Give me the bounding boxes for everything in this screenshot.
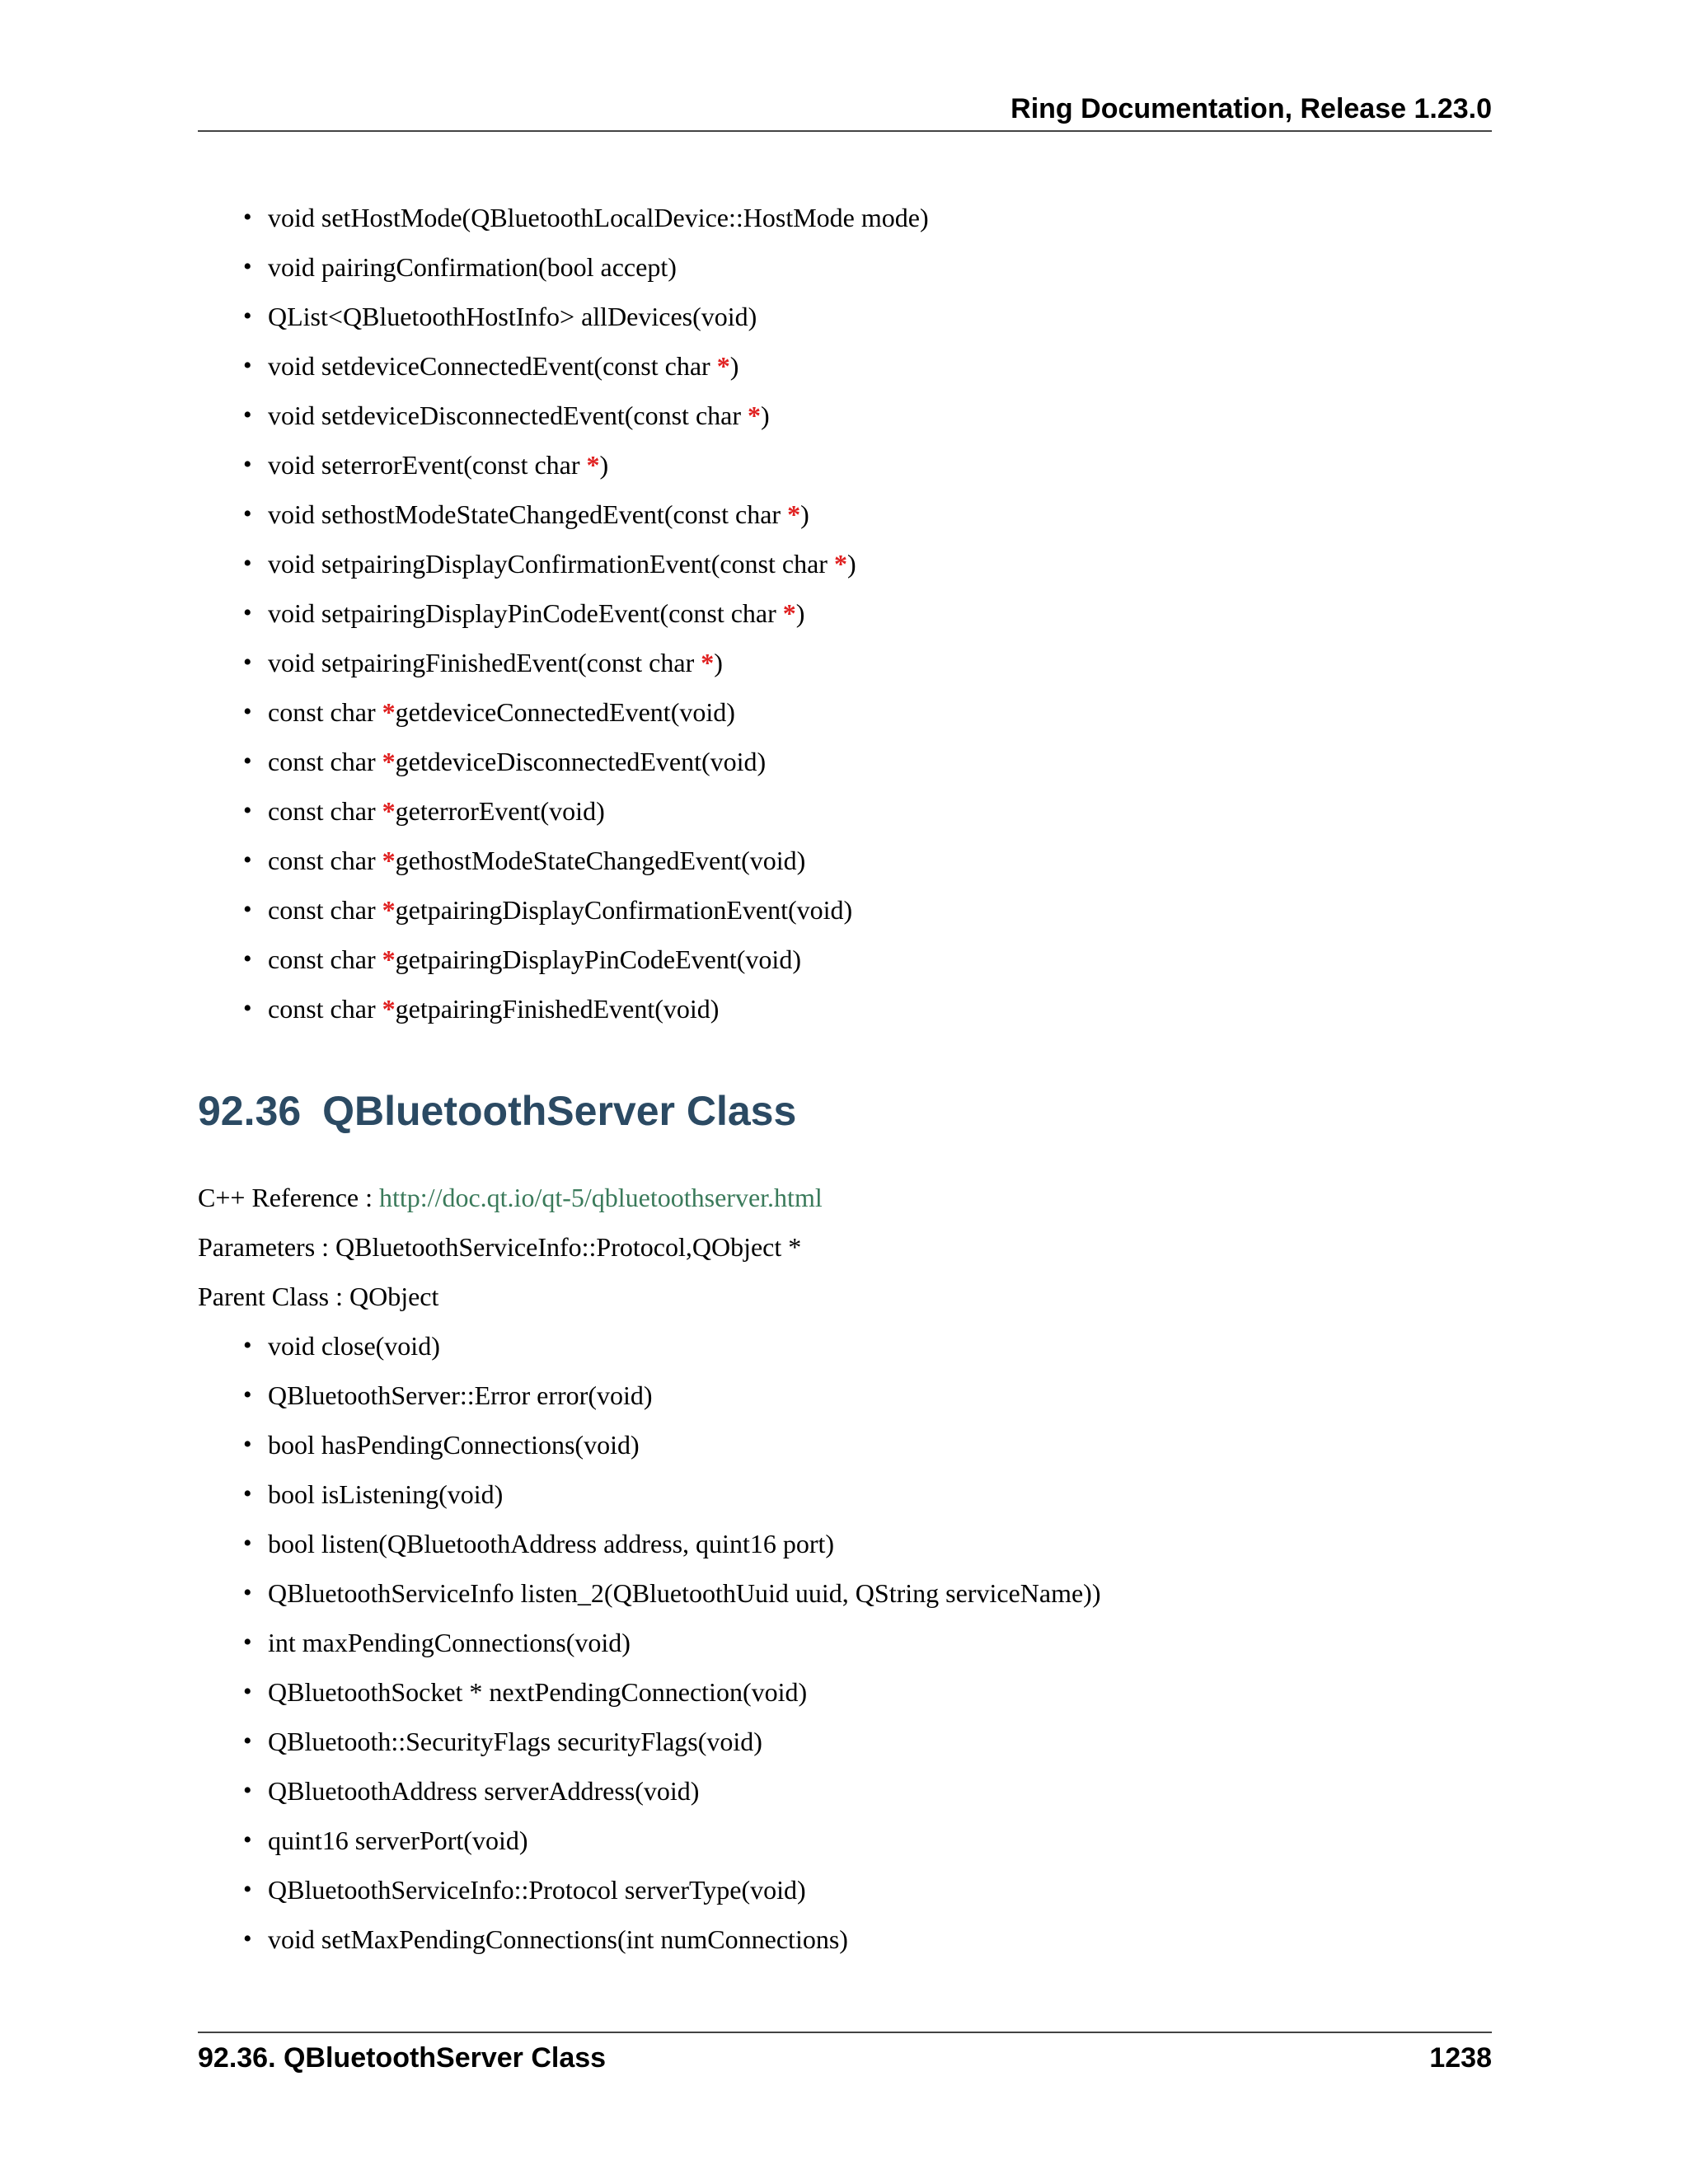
pointer-asterisk: * [701, 648, 715, 677]
list-item [243, 1725, 1100, 1774]
method-signature: int maxPendingConnections(void) [268, 1628, 631, 1657]
method-signature: QBluetoothSocket * nextPendingConnection(void) [268, 1677, 808, 1707]
bullet-icon: • [243, 1727, 252, 1755]
method-signature-start: void setpairingFinishedEvent(const char [268, 648, 701, 677]
pointer-asterisk: * [787, 499, 801, 529]
page-footer [198, 2032, 1492, 2083]
method-signature: QBluetoothServiceInfo::Protocol serverType(void) [268, 1875, 806, 1905]
list-item [243, 1428, 1100, 1478]
bullet-icon: • [243, 1826, 252, 1854]
pointer-asterisk: * [748, 401, 761, 430]
bullet-icon: • [243, 1777, 252, 1804]
list-item [243, 1626, 1100, 1675]
cpp-reference-line [198, 1181, 823, 1214]
list-item [243, 1774, 1100, 1824]
list-item [243, 1478, 1100, 1527]
list-item [243, 1873, 1100, 1923]
pointer-asterisk: * [382, 895, 396, 925]
bullet-icon: • [243, 253, 252, 280]
pointer-asterisk: * [382, 697, 396, 727]
bullet-icon: • [243, 401, 252, 429]
section-title: QBluetoothServer Class [322, 1088, 797, 1134]
method-signature-end: ) [795, 598, 805, 628]
bullet-icon: • [243, 896, 252, 923]
method-signature-start: void seterrorEvent(const char [268, 450, 587, 480]
pointer-asterisk: * [782, 598, 796, 628]
method-signature: QBluetoothAddress serverAddress(void) [268, 1776, 700, 1806]
cpp-reference-label: C++ Reference : [198, 1183, 379, 1212]
list-item [243, 498, 929, 547]
method-signature: QBluetooth::SecurityFlags securityFlags(void) [268, 1727, 762, 1756]
bullet-icon: • [243, 1629, 252, 1656]
method-signature-end: ) [729, 351, 739, 381]
page-number: 1238 [1429, 2042, 1492, 2074]
method-signature-end: ) [714, 648, 723, 677]
method-signature-end: ) [761, 401, 770, 430]
bullet-icon: • [243, 599, 252, 626]
method-signature: void setMaxPendingConnections(int numConnections) [268, 1924, 848, 1954]
pointer-asterisk: * [382, 944, 396, 974]
method-signature-start: const char [268, 895, 382, 925]
list-item [243, 399, 929, 448]
bullet-icon: • [243, 995, 252, 1022]
list-item [243, 251, 929, 300]
pointer-asterisk: * [382, 846, 396, 875]
method-signature-start: const char [268, 944, 382, 974]
cpp-reference-link[interactable]: http://doc.qt.io/qt-5/qbluetoothserver.html [379, 1183, 823, 1212]
method-signature-start: void setHostMode(QBluetoothLocalDevice::HostMode mode) [268, 203, 929, 232]
pointer-asterisk: * [586, 450, 600, 480]
method-signature-start: const char [268, 697, 382, 727]
bullet-icon: • [243, 550, 252, 577]
method-signature-end: ) [800, 499, 809, 529]
list-item [243, 201, 929, 251]
method-signature: bool hasPendingConnections(void) [268, 1430, 640, 1460]
bullet-icon: • [243, 1876, 252, 1903]
parameters-line: Parameters : QBluetoothServiceInfo::Protocol,QObject * [198, 1232, 802, 1262]
method-signature-end: getpairingDisplayConfirmationEvent(void) [395, 895, 853, 925]
bullet-icon: • [243, 797, 252, 824]
method-signature: QBluetoothServer::Error error(void) [268, 1380, 653, 1410]
method-signature-end: ) [599, 450, 609, 480]
method-signature: void close(void) [268, 1331, 440, 1361]
bullet-icon: • [243, 698, 252, 725]
bullet-icon: • [243, 1480, 252, 1507]
bullet-icon: • [243, 846, 252, 874]
bullet-icon: • [243, 1530, 252, 1557]
list-item [243, 1923, 1100, 1972]
footer-section-label: 92.36. QBluetoothServer Class [198, 2042, 607, 2074]
method-list-top [243, 201, 929, 1042]
method-list-server [243, 1329, 1100, 1972]
list-item [243, 300, 929, 349]
bullet-icon: • [243, 1332, 252, 1359]
method-signature-start: void setdeviceDisconnectedEvent(const char [268, 401, 748, 430]
bullet-icon: • [243, 1579, 252, 1606]
document-title: Ring Documentation, Release 1.23.0 [1010, 93, 1492, 124]
list-item [243, 794, 929, 844]
method-signature: QBluetoothServiceInfo listen_2(QBluetoothUuid uuid, QString serviceName)) [268, 1578, 1101, 1608]
list-item [243, 1527, 1100, 1577]
list-item [243, 696, 929, 745]
list-item [243, 893, 929, 943]
method-signature-start: const char [268, 796, 382, 826]
method-signature-end: gethostModeStateChangedEvent(void) [395, 846, 806, 875]
list-item [243, 1329, 1100, 1379]
list-item [243, 844, 929, 893]
bullet-icon: • [243, 945, 252, 972]
list-item [243, 597, 929, 646]
method-signature-end: getpairingFinishedEvent(void) [395, 994, 720, 1024]
pointer-asterisk: * [382, 796, 396, 826]
method-signature-end: getdeviceConnectedEvent(void) [395, 697, 735, 727]
section-number: 92.36 [198, 1088, 302, 1134]
method-signature-start: const char [268, 994, 382, 1024]
pointer-asterisk: * [382, 994, 396, 1024]
section-heading [198, 1086, 796, 1136]
method-signature-end: geterrorEvent(void) [395, 796, 605, 826]
page-header [198, 92, 1492, 132]
bullet-icon: • [243, 1925, 252, 1952]
bullet-icon: • [243, 748, 252, 775]
method-signature-start: void pairingConfirmation(bool accept) [268, 252, 677, 282]
method-signature: bool isListening(void) [268, 1479, 504, 1509]
bullet-icon: • [243, 352, 252, 379]
method-signature-start: void setpairingDisplayConfirmationEvent(const char [268, 549, 834, 579]
bullet-icon: • [243, 302, 252, 330]
method-signature-start: const char [268, 747, 382, 776]
bullet-icon: • [243, 649, 252, 676]
method-signature: bool listen(QBluetoothAddress address, quint16 port) [268, 1529, 835, 1558]
method-signature-end: getpairingDisplayPinCodeEvent(void) [395, 944, 801, 974]
bullet-icon: • [243, 1678, 252, 1705]
bullet-icon: • [243, 204, 252, 231]
list-item [243, 1824, 1100, 1873]
method-signature-start: const char [268, 846, 382, 875]
pointer-asterisk: * [833, 549, 847, 579]
method-signature: quint16 serverPort(void) [268, 1825, 528, 1855]
list-item [243, 1675, 1100, 1725]
list-item [243, 943, 929, 992]
method-signature-start: void sethostModeStateChangedEvent(const char [268, 499, 788, 529]
list-item [243, 349, 929, 399]
list-item [243, 646, 929, 696]
method-signature-end: ) [846, 549, 856, 579]
list-item [243, 448, 929, 498]
pointer-asterisk: * [382, 747, 396, 776]
method-signature-start: void setpairingDisplayPinCodeEvent(const char [268, 598, 783, 628]
method-signature-end: getdeviceDisconnectedEvent(void) [395, 747, 767, 776]
bullet-icon: • [243, 451, 252, 478]
list-item [243, 1379, 1100, 1428]
parent-class-line: Parent Class : QObject [198, 1282, 439, 1311]
list-item [243, 992, 929, 1042]
method-signature-start: void setdeviceConnectedEvent(const char [268, 351, 717, 381]
method-signature-start: QList<QBluetoothHostInfo> allDevices(void) [268, 302, 757, 331]
list-item [243, 1577, 1100, 1626]
list-item [243, 547, 929, 597]
list-item [243, 745, 929, 794]
pointer-asterisk: * [716, 351, 730, 381]
bullet-icon: • [243, 1431, 252, 1458]
bullet-icon: • [243, 1381, 252, 1408]
bullet-icon: • [243, 500, 252, 527]
